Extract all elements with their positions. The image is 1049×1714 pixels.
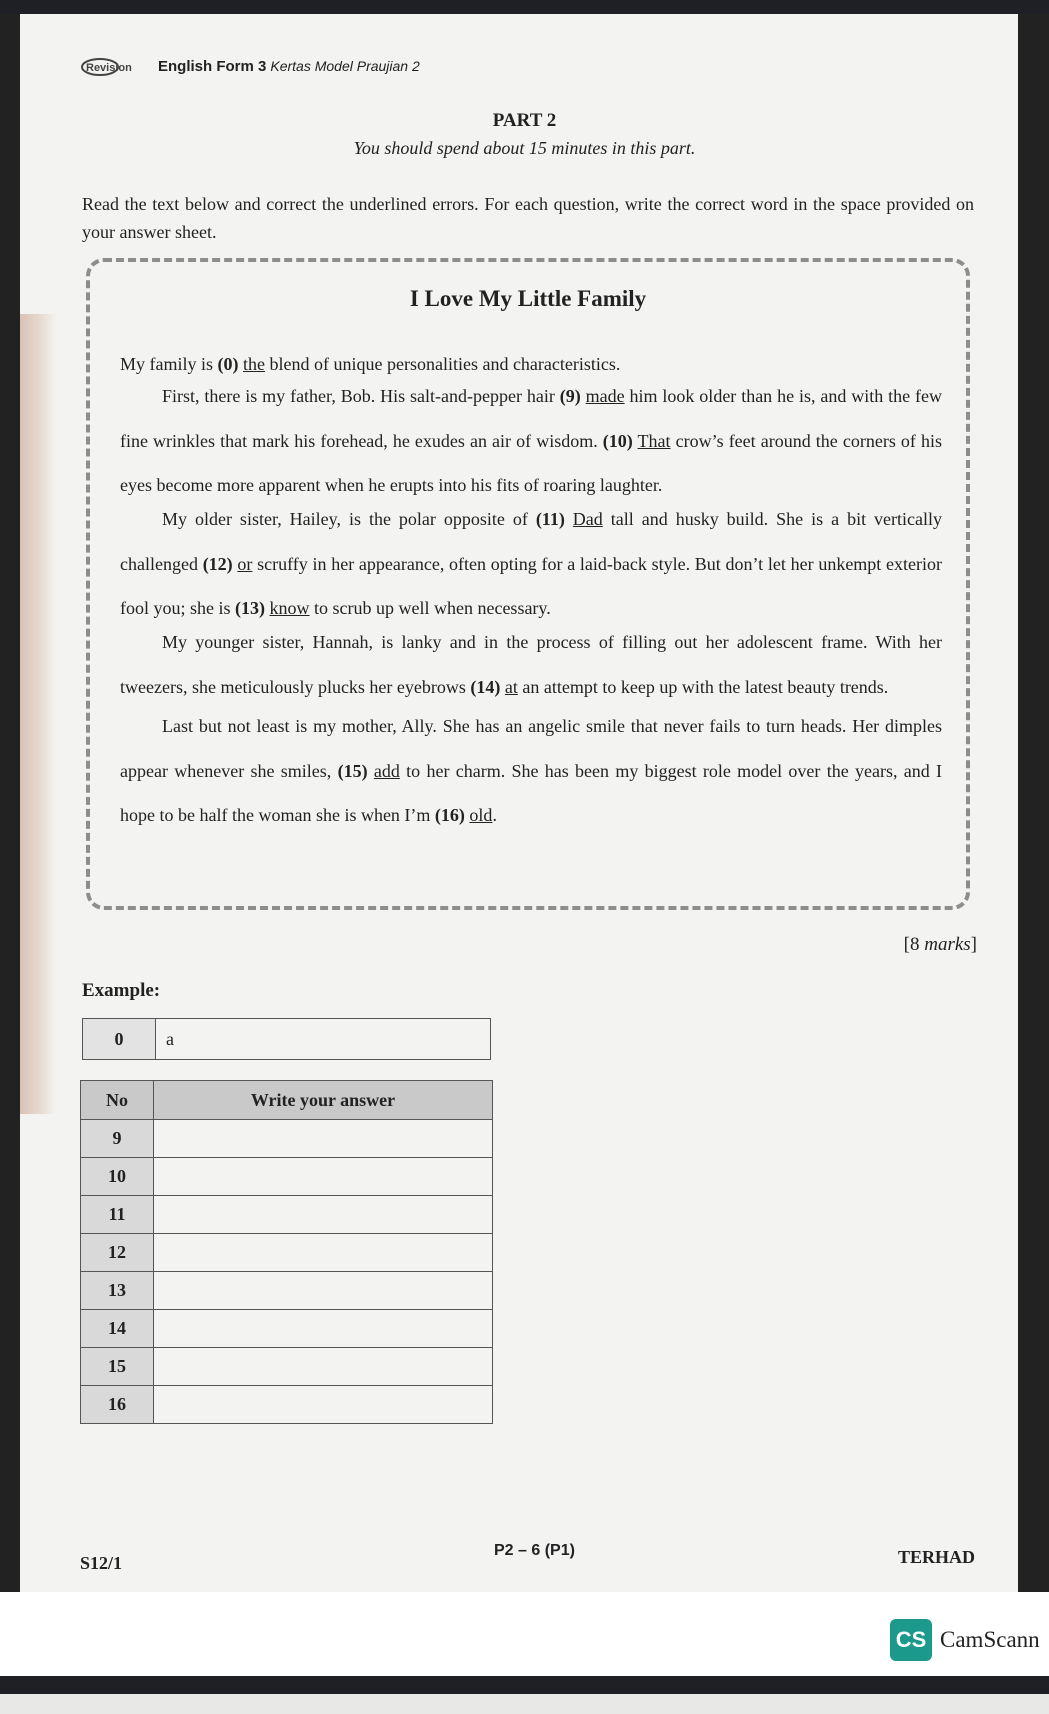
paragraph-1: First, there is my father, Bob. His salt-and-pepper hair (9) made him look older than he is, and with the few fine wrinkles that mark his forehead, he exudes an air of wisdom. (10) That crow’s feet around the corners of his eyes become more apparent when he erupts into his fits of roaring laughter. bbox=[120, 386, 943, 495]
footer-page: P2 – 6 (P1) bbox=[494, 1542, 575, 1559]
camscanner-name: CamScann bbox=[940, 1627, 1040, 1652]
table-row: 13 bbox=[81, 1272, 493, 1310]
table-row: 14 bbox=[81, 1310, 493, 1348]
table-row: 10 bbox=[81, 1158, 493, 1196]
paragraph-2: My older sister, Hailey, is the polar opposite of (11) Dad tall and husky build. She is a bit vertically challenged (12) or scruffy in her appearance, often opting for a laid-back style. But don’t let her unkempt exterior fool you; she is (13) know to scrub up well when necessary. bbox=[120, 509, 943, 618]
answer-table bbox=[80, 1080, 493, 1424]
passage-box bbox=[86, 258, 970, 910]
paragraph-3: My younger sister, Hannah, is lanky and in the process of filling out her adolescent frame. With her tweezers, she meticulously plucks her eyebrows (14) at an attempt to keep up with the latest beauty trends. bbox=[120, 632, 942, 697]
paragraph-4: Last but not least is my mother, Ally. She has an angelic smile that never fails to turn heads. Her dimples appear whenever she smiles, (15) add to her charm. She has been my biggest role model over the years, and I hope to be half the woman she is when I’m (16) old. bbox=[120, 716, 943, 825]
part-title: PART 2 bbox=[492, 110, 557, 131]
answer-cell[interactable] bbox=[154, 1196, 493, 1234]
answer-cell[interactable] bbox=[154, 1310, 493, 1348]
example-answer: a bbox=[156, 1019, 491, 1060]
footer-classification: TERHAD bbox=[898, 1547, 976, 1567]
answer-cell[interactable] bbox=[154, 1120, 493, 1158]
example-number: 0 bbox=[83, 1019, 156, 1060]
course-name: English Form 3 bbox=[158, 58, 267, 75]
passage-title: I Love My Little Family bbox=[409, 286, 647, 311]
bottom-edge-bar bbox=[0, 1676, 1049, 1694]
answer-cell[interactable] bbox=[154, 1348, 493, 1386]
table-row: 12 bbox=[81, 1234, 493, 1272]
answer-cell[interactable] bbox=[154, 1272, 493, 1310]
table-header-row bbox=[81, 1081, 493, 1120]
camscanner-watermark bbox=[890, 1618, 1040, 1662]
answer-cell[interactable] bbox=[154, 1158, 493, 1196]
table-row: 15 bbox=[81, 1348, 493, 1386]
error-10: That bbox=[637, 430, 671, 451]
camscanner-logo-icon: CS bbox=[890, 1619, 932, 1661]
paragraph-0: My family is (0) the blend of unique personalities and characteristics. bbox=[120, 354, 621, 374]
table-row: 9 bbox=[81, 1120, 493, 1158]
error-11: Dad bbox=[572, 509, 603, 529]
example-table bbox=[82, 1018, 491, 1060]
footer-code: S12/1 bbox=[80, 1553, 123, 1573]
error-16: old bbox=[469, 805, 493, 825]
page-header bbox=[80, 58, 420, 76]
time-note: You should spend about 15 minutes in this part. bbox=[353, 138, 696, 158]
table-row: 16 bbox=[81, 1386, 493, 1424]
error-15: add bbox=[373, 760, 400, 781]
instructions: Read the text below and correct the underlined errors. For each question, write the correct word in the space provided on your answer sheet. bbox=[82, 194, 974, 242]
finger-shadow bbox=[20, 314, 56, 1114]
answer-cell[interactable] bbox=[154, 1386, 493, 1424]
table-row bbox=[83, 1019, 491, 1060]
error-14: at bbox=[504, 676, 518, 697]
answer-cell[interactable] bbox=[154, 1234, 493, 1272]
error-9: made bbox=[585, 386, 625, 406]
error-12: or bbox=[237, 553, 253, 574]
table-row: 11 bbox=[81, 1196, 493, 1234]
marks-label: [8 marks] bbox=[903, 934, 977, 955]
header-no: No bbox=[81, 1081, 154, 1120]
publisher-logo bbox=[80, 58, 148, 76]
header-answer: Write your answer bbox=[154, 1081, 493, 1120]
paper-name: Kertas Model Praujian 2 bbox=[270, 58, 420, 74]
example-label: Example: bbox=[82, 980, 161, 1001]
next-page-edge bbox=[0, 1694, 1049, 1714]
error-13: know bbox=[269, 598, 310, 618]
top-edge-bar bbox=[0, 0, 1049, 14]
error-0: the bbox=[243, 354, 265, 374]
svg-text:Revision: Revision bbox=[86, 62, 132, 75]
